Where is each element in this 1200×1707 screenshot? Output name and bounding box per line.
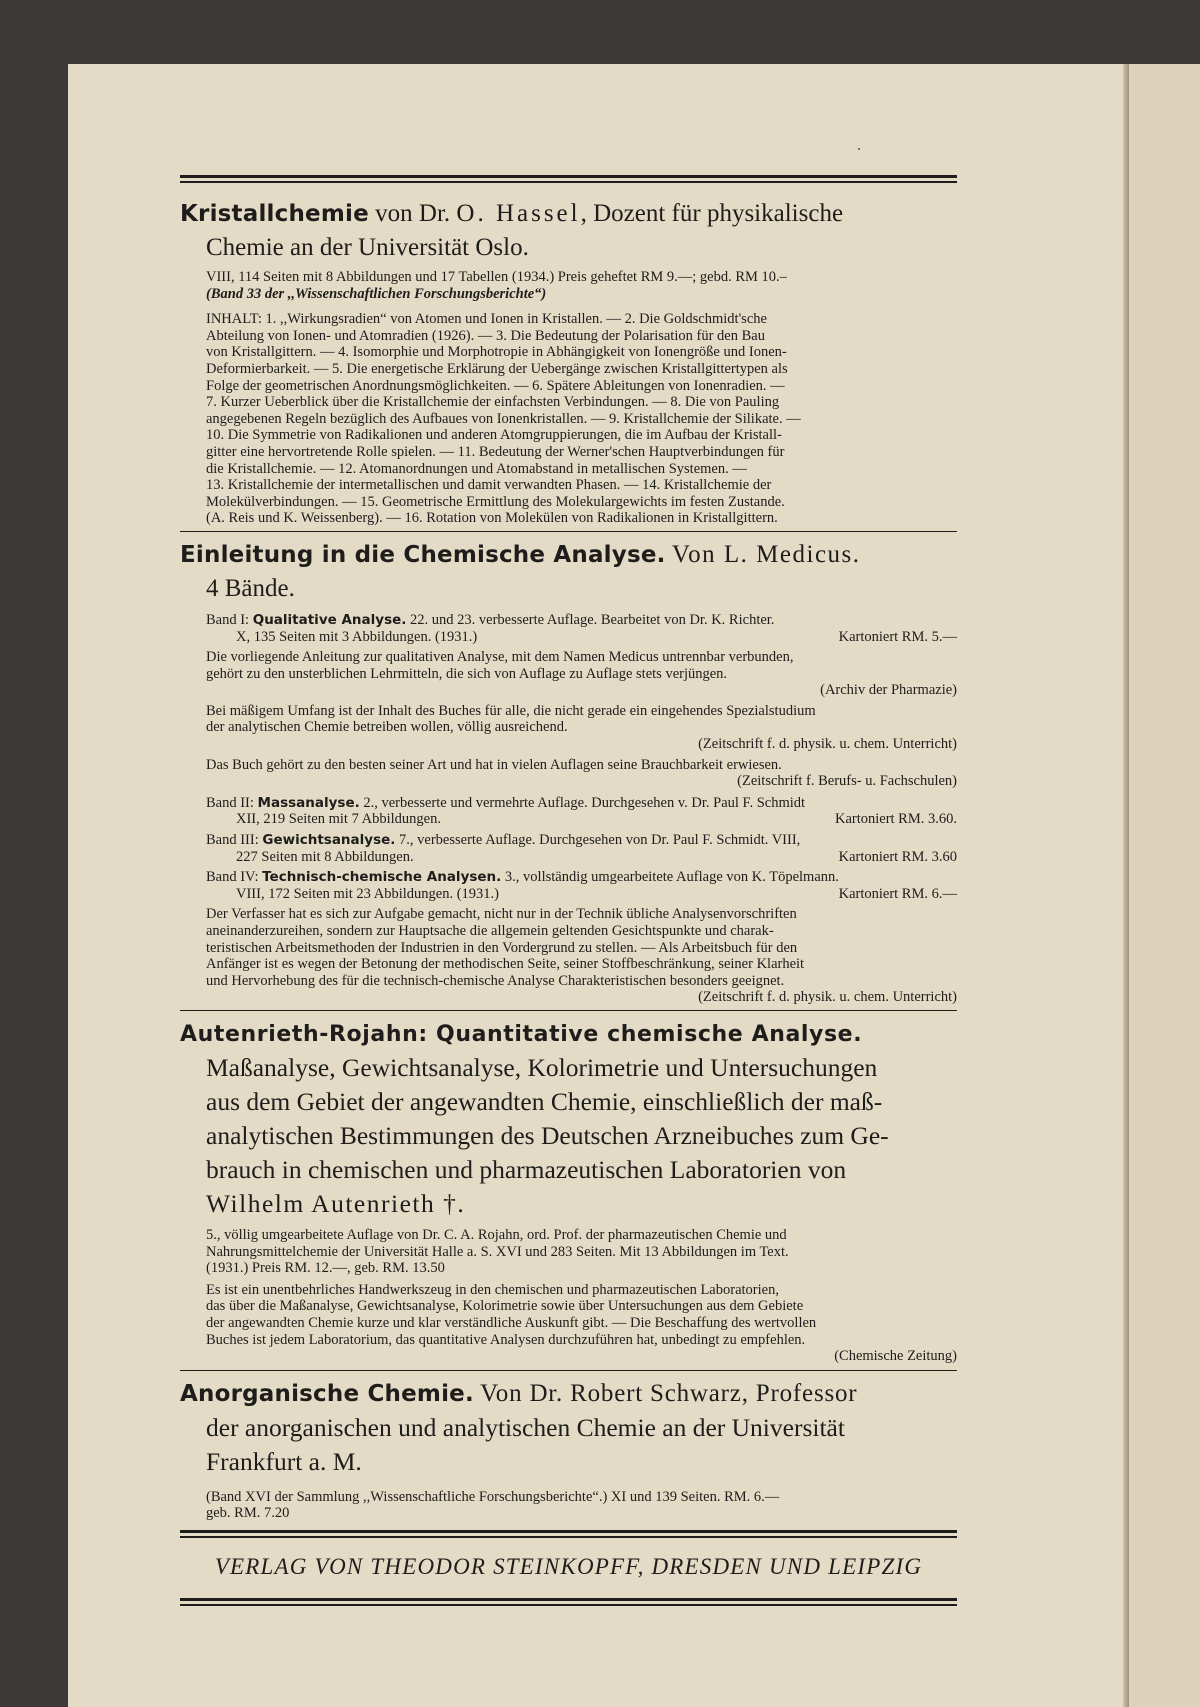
speck — [858, 148, 860, 150]
entry-title: Autenrieth-Rojahn: Quantitative chemische Analyse. — [180, 1021, 863, 1047]
author-name: O. Hassel — [456, 200, 581, 227]
series-note: (Band 33 der ,,Wissenschaftlichen Forschungsberichte“) — [206, 285, 547, 302]
band-name: Technisch-chemische Analysen. — [262, 869, 502, 886]
entry-title: Anorganische Chemie. — [180, 1380, 474, 1407]
author-name: Von L. Medicus. — [671, 540, 861, 568]
entry-einleitung — [180, 538, 957, 1006]
entry-heading — [180, 1377, 957, 1411]
divider — [180, 1370, 957, 1371]
price: Kartoniert RM. 3.60. — [834, 811, 957, 828]
review-source: (Zeitschrift f. Berufs- u. Fachschulen) — [737, 773, 957, 790]
entry-subtitle: Maßanalyse, Gewichtsanalyse, Kolorimetrie und Untersuchungen aus dem Gebiet der angewandten Chemie, einschließlich der maß- analytischen Bestimmungen des Deutschen Arzneibuches zum Ge- brauch in chemischen und pharmazeutischen Laboratorien von Wilhelm Autenrieth †. — [206, 1052, 889, 1218]
band-1: Band I: Qualitative Analyse. 22. und 23. verbesserte Auflage. Bearbeitet von Dr. K. Richter. X, 135 Seiten mit 3 Abbildungen. (1931.) Kartoniert RM. 5.— — [206, 611, 957, 645]
entry-heading: Kristallchemie von Dr. O. Hassel, Dozent für physikalische — [180, 200, 844, 227]
entry-heading — [180, 538, 957, 572]
review: Der Verfasser hat es sich zur Aufgabe gemacht, nicht nur in der Technik übliche Analysenvorschriften aneinanderzureihen, sondern zur Hauptsache die allgemein geltenden Gesichtspunkte und charak- teristischen Arbeitsmethoden der Industrien in den Vordergrund zu stellen. — Als Arbeitsbuch für den Anfänger ist es wegen der Betonung der methodischen Seite, seiner Stoffbeschränkung, seiner Klarheit und Hervorhebung des für die technisch-chemische Analyse Charakteristischen besonders geeignet. (Zeitschrift f. d. physik. u. chem. Unterricht) — [206, 906, 957, 1006]
advertisement-content — [180, 175, 957, 1606]
contents-line: Deformierbarkeit. — 5. Die energetische Erklärung der Uebergänge zwischen Kristallgittertypen als — [206, 360, 788, 377]
review: Die vorliegende Anleitung zur qualitativen Analyse, mit dem Namen Medicus untrennbar verbunden, gehört zu den unsterblichen Lehrmitteln, die sich von Auflage zu Auflage stets verjüngen. (Archiv der Pharmazie) — [206, 649, 957, 699]
review-source: (Zeitschrift f. d. physik. u. chem. Unterricht) — [698, 736, 957, 753]
review: Das Buch gehört zu den besten seiner Art und hat in vielen Auflagen seine Brauchbarkeit erwiesen. (Zeitschrift f. Berufs- u. Fachschulen) — [206, 756, 957, 790]
review-source: (Archiv der Pharmazie) — [820, 682, 957, 699]
entry-title-line2: Chemie an der Universität Oslo. — [206, 234, 529, 261]
bottom-double-rule — [180, 1598, 957, 1606]
volumes-count: 4 Bände. — [206, 574, 295, 602]
contents-line: INHALT: 1. ,,Wirkungsradien“ von Atomen und Ionen in Kristallen. — 2. Die Goldschmidt'sche — [206, 311, 767, 328]
contents-line: gitter eine hervortretende Rolle spielen. — 11. Bedeutung der Werner'schen Hauptverbindungen für — [206, 443, 785, 460]
contents-line: 7. Kurzer Ueberblick über die Kristallchemie der einfachsten Verbindungen. — 8. Die von Pauling — [206, 394, 780, 411]
contents-line: von Kristallgittern. — 4. Isomorphie und Morphotropie in Abhängigkeit von Ionengröße und Ionen- — [206, 344, 787, 361]
entry-heading — [180, 1017, 957, 1051]
band-2: Band II: Massanalyse. 2., verbesserte und vermehrte Auflage. Durchgesehen v. Dr. Paul F. Schmidt XII, 219 Seiten mit 7 Abbildungen. Kartoniert RM. 3.60. — [206, 794, 957, 828]
band-4: Band IV: Technisch-chemische Analysen. 3., vollständig umgearbeitete Auflage von K. Töpelmann. VIII, 172 Seiten mit 23 Abbildungen. (1931.) Kartoniert RM. 6.— — [206, 869, 957, 902]
footer-top-rule — [180, 1530, 957, 1538]
contents-line: 13. Kristallchemie der intermetallischen und damit verwandten Phasen. — 14. Kristallchemie der — [206, 477, 772, 494]
publication-info: (Band XVI der Sammlung ,,Wissenschaftliche Forschungsberichte“.) XI und 139 Seiten. RM. 6.— geb. RM. 7.20 — [206, 1488, 780, 1522]
review: Bei mäßigem Umfang ist der Inhalt des Buches für alle, die nicht gerade ein eingehendes Spezialstudium der analytischen Chemie betreiben wollen, völlig ausreichend. (Zeitschrift f. d. physik. u. chem. Unterricht) — [206, 702, 957, 753]
next-page-edge — [1129, 64, 1200, 1707]
review-source: (Zeitschrift f. d. physik. u. chem. Unterricht) — [698, 989, 957, 1006]
contents-line: Molekülverbindungen. — 15. Geometrische Ermittlung des Molekulargewichts im festen Zustande. — [206, 493, 785, 510]
publication-info: VIII, 114 Seiten mit 8 Abbildungen und 17 Tabellen (1934.) Preis geheftet RM 9.—; gebd. RM 10.– — [206, 269, 787, 285]
price: Kartoniert RM. 5.— — [838, 628, 957, 645]
contents-line: Folge der geometrischen Anordnungsmöglichkeiten. — 6. Spätere Ableitungen von Ionenradien. — — [206, 377, 785, 394]
entry-autenrieth — [180, 1017, 957, 1365]
divider — [180, 1010, 957, 1011]
price: Kartoniert RM. 6.— — [838, 885, 957, 902]
contents-line: (A. Reis und K. Weissenberg). — 16. Rotation von Molekülen von Radikalionen in Kristallgittern. — [206, 510, 778, 527]
divider — [180, 531, 957, 532]
review: Es ist ein unentbehrliches Handwerkszeug in den chemischen und pharmazeutischen Laboratorien, das über die Maßanalyse, Gewichtsanalyse, Kolorimetrie sowie über Untersuchungen aus dem Gebiete der angewandten Chemie kurze und klar verständliche Auskunft gibt. — Die Beschaffung des wertvollen Buches ist jedem Laboratorium, das quantitative Analysen durchzuführen hat, unbedingt zu empfehlen. (Chemische Zeitung) — [206, 1281, 957, 1365]
publisher-imprint: VERLAG VON THEODOR STEINKOPFF, DRESDEN UND LEIPZIG — [214, 1553, 923, 1579]
band-name: Massanalyse. — [257, 794, 360, 811]
entry-kristallchemie — [180, 197, 957, 527]
top-double-rule — [180, 175, 957, 183]
contents — [180, 311, 957, 527]
contents-line: die Kristallchemie. — 12. Atomanordnungen und Atomabstand in metallischen Systemen. — — [206, 460, 747, 477]
entry-anorganische — [180, 1377, 957, 1522]
price: Kartoniert RM. 3.60 — [838, 848, 957, 865]
entry-title: Einleitung in die Chemische Analyse. — [180, 541, 666, 568]
contents-line: angegebenen Regeln bezüglich des Aufbaues von Ionenkristallen. — 9. Kristallchemie der Silikate. — — [206, 410, 801, 427]
contents-line: Abteilung von Ionen- und Atomradien (1926). — 3. Die Bedeutung der Polarisation für den Bau — [206, 327, 765, 344]
band-name: Qualitative Analyse. — [252, 611, 407, 628]
publication-info: 5., völlig umgearbeitete Auflage von Dr. C. A. Rojahn, ord. Prof. der pharmazeutischen Chemie und Nahrungsmittelchemie der Universität Halle a. S. XVI und 283 Seiten. Mit 13 Abbildungen im Text. (1931.) Preis RM. 12.—, geb. RM. 13.50 — [206, 1226, 789, 1277]
band-name: Gewichtsanalyse. — [262, 832, 396, 849]
entry-subtitle: der anorganischen und analytischen Chemie an der Universität Frankfurt a. M. — [206, 1412, 845, 1476]
review-source: (Chemische Zeitung) — [834, 1348, 957, 1365]
contents-line: 10. Die Symmetrie von Radikalionen und anderen Atomgruppierungen, die im Aufbau der Kristall- — [206, 427, 782, 444]
author-line: Von Dr. Robert Schwarz, Professor — [480, 1379, 858, 1407]
entry-title: Kristallchemie — [180, 201, 369, 227]
band-3: Band III: Gewichtsanalyse. 7., verbesserte Auflage. Durchgesehen von Dr. Paul F. Schmidt. VIII, 227 Seiten mit 8 Abbildungen. Kartoniert RM. 3.60 — [206, 832, 957, 865]
